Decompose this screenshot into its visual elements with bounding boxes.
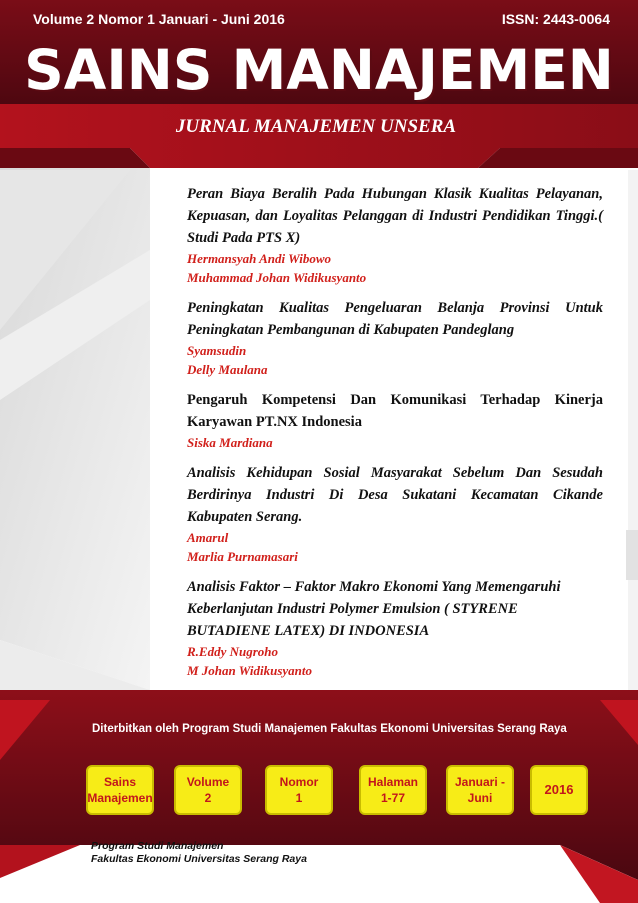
journal-title: SAINS MANAJEMEN <box>24 38 614 102</box>
info-box-number <box>265 765 333 815</box>
info-box-line: 2016 <box>544 782 574 797</box>
info-box-line: Januari - <box>454 775 505 789</box>
article-entry <box>187 462 603 566</box>
published-by-label: Diterbitkan oleh Program Studi Manajemen Fakultas Ekonomi Universitas Serang Raya <box>92 723 567 735</box>
journal-subtitle: JURNAL MANAJEMEN UNSERA <box>175 116 457 137</box>
article-author: M Johan Widikusyanto <box>187 663 312 678</box>
article-author: Siska Mardiana <box>187 435 273 450</box>
article-author: Amarul <box>187 530 229 545</box>
article-title: Pengaruh Kompetensi Dan Komunikasi Terhadap Kinerja Karyawan PT.NX Indonesia <box>187 392 603 430</box>
info-box-journal <box>86 765 154 815</box>
info-box-line: Sains <box>103 775 136 789</box>
article-entry <box>187 183 603 287</box>
info-box-line: Halaman <box>367 775 419 789</box>
article-title: Analisis Kehidupan Sosial Masyarakat Sebelum Dan Sesudah Berdirinya Industri Di Desa Sukatani Kecamatan Cikande Kabupaten Serang. <box>187 465 603 525</box>
article-author: Hermansyah Andi Wibowo <box>187 251 331 266</box>
article-entry <box>187 576 603 680</box>
table-of-contents <box>187 183 603 690</box>
article-entry <box>187 297 603 379</box>
volume-issue-label: Volume 2 Nomor 1 Januari - Juni 2016 <box>33 11 285 27</box>
article-author: R.Eddy Nugroho <box>187 644 279 659</box>
article-title: Analisis Faktor – Faktor Makro Ekonomi Yang Memengaruhi Keberlanjutan Industri Polymer Emulsion ( STYRENE BUTADIENE LATEX) DI INDONESIA <box>187 579 561 639</box>
article-title: Peran Biaya Beralih Pada Hubungan Klasik Kualitas Pelayanan, Kepuasan, dan Loyalitas Pelanggan di Industri Pendidikan Tinggi.( Studi Pada PTS X) <box>187 186 603 246</box>
info-box-line: Nomor <box>279 775 319 789</box>
article-title: Peningkatan Kualitas Pengeluaran Belanja Provinsi Untuk Peningkatan Pembangunan di Kabupaten Pandeglang <box>187 300 603 338</box>
info-box-pages <box>359 765 427 815</box>
publisher-line: Program Studi Manajemen <box>91 840 224 852</box>
article-author: Syamsudin <box>187 343 247 358</box>
info-box-line: 1 <box>295 791 303 805</box>
publisher-info <box>91 840 307 866</box>
info-box-period <box>446 765 514 815</box>
info-box-year <box>530 765 588 815</box>
info-box-line: Volume <box>186 775 230 789</box>
article-author: Marlia Purnamasari <box>187 549 298 564</box>
publisher-line: Fakultas Ekonomi Universitas Serang Raya <box>91 853 307 865</box>
info-box-line: Juni <box>467 791 493 805</box>
issn-label: ISSN: 2443-0064 <box>501 11 610 27</box>
article-author: Muhammad Johan Widikusyanto <box>187 270 367 285</box>
info-box-line: Manajemen <box>87 791 153 805</box>
info-box-line: 2 <box>204 791 212 805</box>
article-author: Delly Maulana <box>187 362 268 377</box>
info-box-line: 1-77 <box>380 791 406 805</box>
info-box-volume <box>174 765 242 815</box>
article-entry <box>187 389 603 452</box>
